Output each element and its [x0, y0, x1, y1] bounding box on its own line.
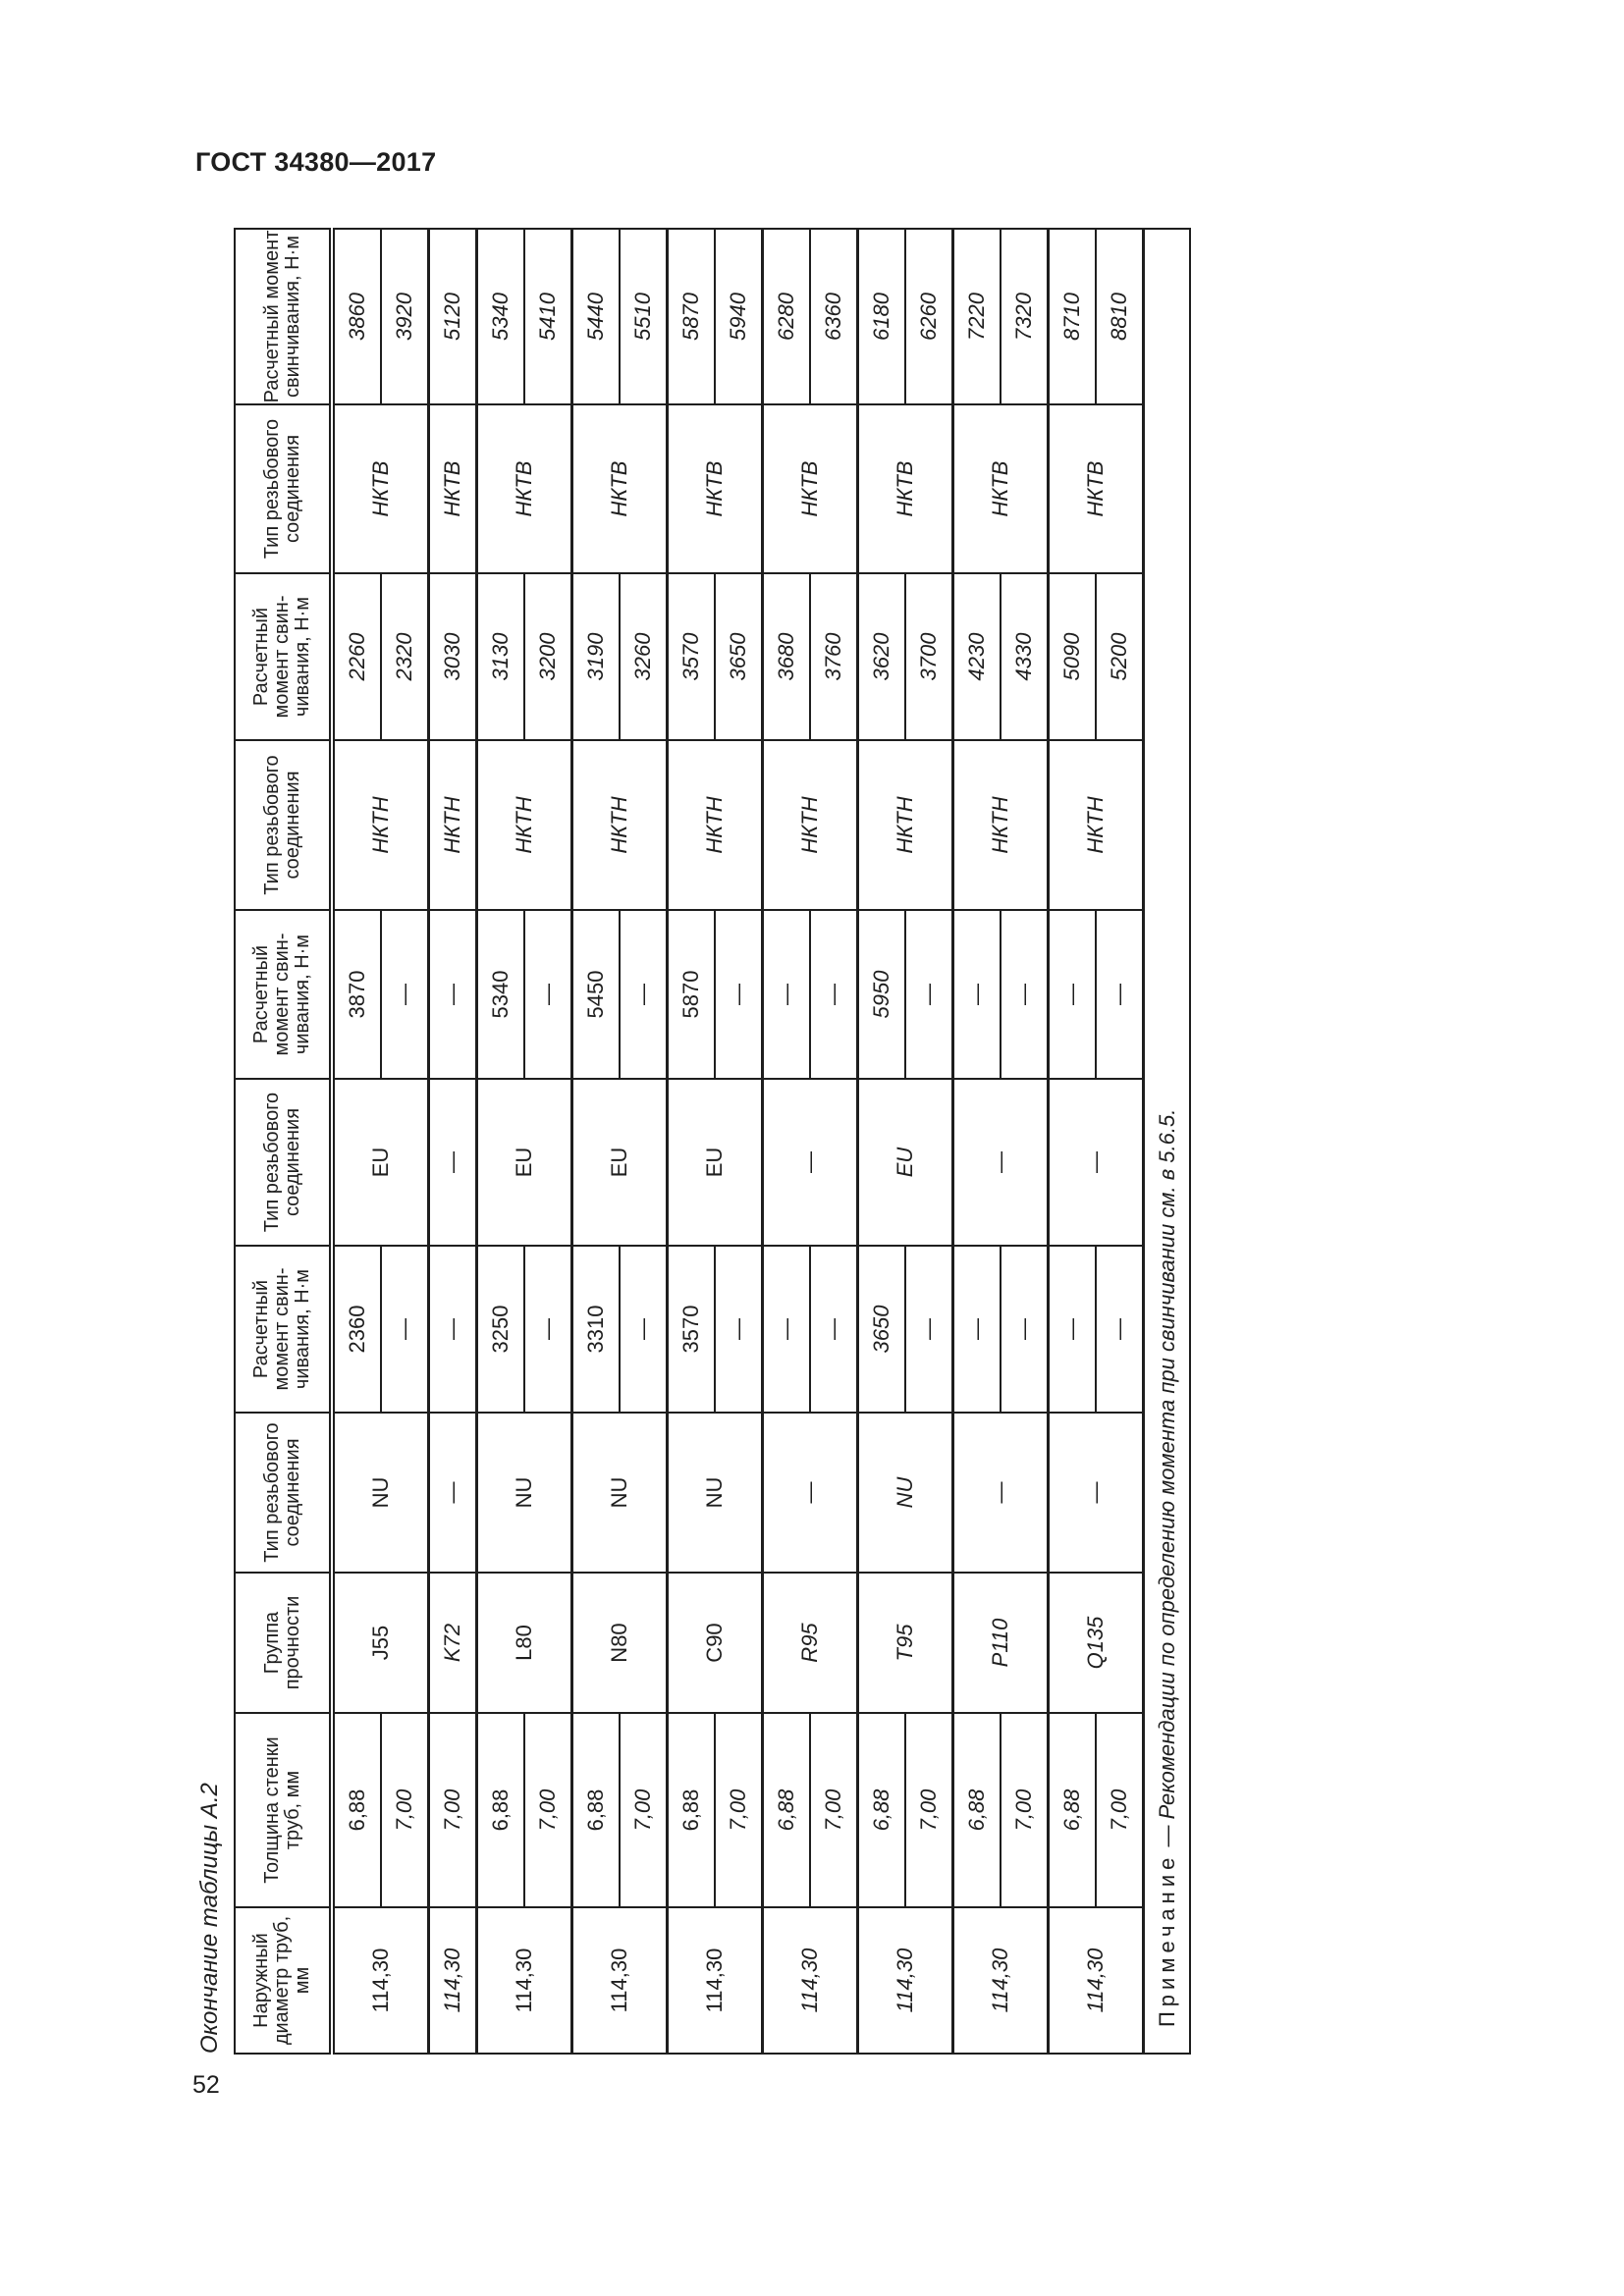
- wall-thickness-cell: 6,88: [953, 1713, 1001, 1907]
- outer-diameter-cell: 114,30: [668, 1907, 763, 2054]
- nkth-type-cell: НКТН: [477, 740, 572, 910]
- header-nktv-type: Тип резьбового соединения: [235, 404, 332, 573]
- nkth-moment-cell: 4330: [1001, 573, 1049, 740]
- table-header-row: [235, 229, 332, 2054]
- nkth-type-cell: НКТН: [1049, 740, 1144, 910]
- nktv-type-cell: НКТВ: [332, 404, 429, 573]
- nu-moment-cell: 2360: [332, 1246, 381, 1413]
- table-row: [332, 229, 381, 2054]
- nkth-type-cell: НКТН: [429, 740, 477, 910]
- nu-moment-cell: —: [953, 1246, 1001, 1413]
- nktv-moment-cell: 5120: [429, 229, 477, 404]
- eu-type-cell: EU: [572, 1079, 668, 1246]
- nktv-moment-cell: 7320: [1001, 229, 1049, 404]
- eu-type-cell: EU: [332, 1079, 429, 1246]
- nkth-moment-cell: 5090: [1049, 573, 1097, 740]
- nktv-moment-cell: 3860: [332, 229, 381, 404]
- wall-thickness-cell: 6,88: [332, 1713, 381, 1907]
- eu-type-cell: —: [1049, 1079, 1144, 1246]
- table-caption-container: [190, 1759, 230, 2054]
- eu-moment-cell: 3870: [332, 910, 381, 1079]
- nkth-type-cell: НКТН: [332, 740, 429, 910]
- header-nu-moment: Расчетный момент свинчивания, Н·м: [235, 1246, 332, 1413]
- outer-diameter-cell: 114,30: [1049, 1907, 1144, 2054]
- nkth-moment-cell: 4230: [953, 573, 1001, 740]
- eu-moment-cell: —: [1001, 910, 1049, 1079]
- header-eu-moment: Расчетный момент свинчивания, Н·м: [235, 910, 332, 1079]
- nktv-moment-cell: 5510: [620, 229, 668, 404]
- nktv-moment-cell: 5340: [477, 229, 525, 404]
- nkth-moment-cell: 3760: [810, 573, 858, 740]
- strength-group-cell: R95: [763, 1573, 858, 1713]
- table-row: [668, 229, 716, 2054]
- eu-moment-cell: —: [953, 910, 1001, 1079]
- header-strength-group: Группа прочности: [235, 1573, 332, 1713]
- eu-type-cell: EU: [668, 1079, 763, 1246]
- nktv-type-cell: НКТВ: [668, 404, 763, 573]
- note-label: Примечание: [1154, 1852, 1179, 2027]
- nktv-moment-cell: 6360: [810, 229, 858, 404]
- nu-type-cell: —: [1049, 1413, 1144, 1573]
- nkth-type-cell: НКТН: [572, 740, 668, 910]
- rotated-table-container: [234, 230, 1213, 2055]
- nu-type-cell: —: [953, 1413, 1049, 1573]
- outer-diameter-cell: 114,30: [858, 1907, 953, 2054]
- page-number: 52: [192, 2071, 220, 2099]
- nktv-type-cell: НКТВ: [477, 404, 572, 573]
- wall-thickness-cell: 7,00: [620, 1713, 668, 1907]
- nkth-moment-cell: 5200: [1096, 573, 1144, 740]
- outer-diameter-cell: 114,30: [953, 1907, 1049, 2054]
- wall-thickness-cell: 7,00: [715, 1713, 763, 1907]
- wall-thickness-cell: 7,00: [1001, 1713, 1049, 1907]
- nu-moment-cell: —: [810, 1246, 858, 1413]
- nkth-moment-cell: 3620: [858, 573, 906, 740]
- nkth-moment-cell: 3190: [572, 573, 621, 740]
- strength-group-cell: Q135: [1049, 1573, 1144, 1713]
- nu-type-cell: NU: [668, 1413, 763, 1573]
- nu-moment-cell: —: [905, 1246, 953, 1413]
- nu-moment-cell: 3650: [858, 1246, 906, 1413]
- wall-thickness-cell: 6,88: [858, 1713, 906, 1907]
- strength-group-cell: N80: [572, 1573, 668, 1713]
- strength-group-cell: J55: [332, 1573, 429, 1713]
- eu-moment-cell: —: [715, 910, 763, 1079]
- eu-moment-cell: —: [381, 910, 429, 1079]
- table-row: [953, 229, 1001, 2054]
- nktv-moment-cell: 6260: [905, 229, 953, 404]
- eu-moment-cell: 5950: [858, 910, 906, 1079]
- table-row: [572, 229, 621, 2054]
- nkth-moment-cell: 3700: [905, 573, 953, 740]
- nu-type-cell: NU: [477, 1413, 572, 1573]
- table-row: [429, 229, 477, 2054]
- nktv-moment-cell: 5410: [524, 229, 572, 404]
- note-text: — Рекомендации по определению момента при свинчивании см. в 5.6.5.: [1154, 1108, 1179, 1853]
- wall-thickness-cell: 6,88: [668, 1713, 716, 1907]
- eu-type-cell: EU: [477, 1079, 572, 1246]
- nktv-moment-cell: 6280: [763, 229, 811, 404]
- table-row: [1049, 229, 1097, 2054]
- nkth-type-cell: НКТН: [763, 740, 858, 910]
- header-wall-thickness: Толщина стенки труб, мм: [235, 1713, 332, 1907]
- eu-moment-cell: 5450: [572, 910, 621, 1079]
- outer-diameter-cell: 114,30: [429, 1907, 477, 2054]
- eu-moment-cell: —: [524, 910, 572, 1079]
- table-caption: Окончание таблицы А.2: [196, 1783, 223, 2054]
- header-eu-type: Тип резьбового соединения: [235, 1079, 332, 1246]
- nktv-type-cell: НКТВ: [858, 404, 953, 573]
- header-nkth-moment: Расчетный момент свинчивания, Н·м: [235, 573, 332, 740]
- wall-thickness-cell: 6,88: [477, 1713, 525, 1907]
- header-nkth-type: Тип резьбового соединения: [235, 740, 332, 910]
- document-title: ГОСТ 34380—2017: [195, 147, 437, 177]
- eu-moment-cell: —: [810, 910, 858, 1079]
- nktv-moment-cell: 5440: [572, 229, 621, 404]
- nu-moment-cell: —: [620, 1246, 668, 1413]
- eu-moment-cell: 5340: [477, 910, 525, 1079]
- eu-type-cell: EU: [858, 1079, 953, 1246]
- nktv-moment-cell: 8810: [1096, 229, 1144, 404]
- outer-diameter-cell: 114,30: [332, 1907, 429, 2054]
- nu-type-cell: NU: [572, 1413, 668, 1573]
- nu-moment-cell: —: [1096, 1246, 1144, 1413]
- nu-moment-cell: —: [381, 1246, 429, 1413]
- nkth-moment-cell: 3200: [524, 573, 572, 740]
- strength-group-cell: K72: [429, 1573, 477, 1713]
- nu-moment-cell: —: [429, 1246, 477, 1413]
- nu-moment-cell: 3310: [572, 1246, 621, 1413]
- eu-moment-cell: 5870: [668, 910, 716, 1079]
- nu-type-cell: NU: [332, 1413, 429, 1573]
- wall-thickness-cell: 6,88: [572, 1713, 621, 1907]
- nu-moment-cell: —: [715, 1246, 763, 1413]
- nkth-moment-cell: 3130: [477, 573, 525, 740]
- table-row: [477, 229, 525, 2054]
- note-row: [1144, 229, 1191, 2054]
- nu-moment-cell: —: [1049, 1246, 1097, 1413]
- nkth-moment-cell: 3680: [763, 573, 811, 740]
- wall-thickness-cell: 6,88: [763, 1713, 811, 1907]
- eu-type-cell: —: [763, 1079, 858, 1246]
- nu-moment-cell: 3250: [477, 1246, 525, 1413]
- table-row: [858, 229, 906, 2054]
- outer-diameter-cell: 114,30: [763, 1907, 858, 2054]
- eu-moment-cell: —: [763, 910, 811, 1079]
- nktv-moment-cell: 5940: [715, 229, 763, 404]
- nu-type-cell: —: [763, 1413, 858, 1573]
- eu-moment-cell: —: [1096, 910, 1144, 1079]
- wall-thickness-cell: 7,00: [381, 1713, 429, 1907]
- nkth-type-cell: НКТН: [668, 740, 763, 910]
- nktv-type-cell: НКТВ: [763, 404, 858, 573]
- eu-type-cell: —: [429, 1079, 477, 1246]
- nu-moment-cell: —: [1001, 1246, 1049, 1413]
- strength-group-cell: L80: [477, 1573, 572, 1713]
- nktv-moment-cell: 6180: [858, 229, 906, 404]
- header-nu-type: Тип резьбового соединения: [235, 1413, 332, 1573]
- outer-diameter-cell: 114,30: [572, 1907, 668, 2054]
- nkth-moment-cell: 3260: [620, 573, 668, 740]
- nktv-moment-cell: 5870: [668, 229, 716, 404]
- nkth-moment-cell: 3570: [668, 573, 716, 740]
- nkth-type-cell: НКТН: [858, 740, 953, 910]
- nu-type-cell: —: [429, 1413, 477, 1573]
- header-outer-diameter: Наружный диаметр труб, мм: [235, 1907, 332, 2054]
- strength-group-cell: P110: [953, 1573, 1049, 1713]
- strength-group-cell: T95: [858, 1573, 953, 1713]
- eu-moment-cell: —: [620, 910, 668, 1079]
- nu-moment-cell: —: [524, 1246, 572, 1413]
- outer-diameter-cell: 114,30: [477, 1907, 572, 2054]
- nkth-moment-cell: 3030: [429, 573, 477, 740]
- nkth-moment-cell: 2260: [332, 573, 381, 740]
- nu-type-cell: NU: [858, 1413, 953, 1573]
- eu-type-cell: —: [953, 1079, 1049, 1246]
- table-body: [332, 229, 1190, 2054]
- nu-moment-cell: 3570: [668, 1246, 716, 1413]
- wall-thickness-cell: 7,00: [1096, 1713, 1144, 1907]
- nkth-type-cell: НКТН: [953, 740, 1049, 910]
- header-nktv-moment: Расчетный момент свинчивания, Н·м: [235, 229, 332, 404]
- torque-table: [234, 228, 1191, 2055]
- eu-moment-cell: —: [905, 910, 953, 1079]
- nktv-type-cell: НКТВ: [572, 404, 668, 573]
- nktv-type-cell: НКТВ: [429, 404, 477, 573]
- wall-thickness-cell: 7,00: [905, 1713, 953, 1907]
- nu-moment-cell: —: [763, 1246, 811, 1413]
- table-note: [1144, 229, 1191, 2054]
- nktv-type-cell: НКТВ: [953, 404, 1049, 573]
- wall-thickness-cell: 7,00: [524, 1713, 572, 1907]
- strength-group-cell: C90: [668, 1573, 763, 1713]
- nktv-moment-cell: 7220: [953, 229, 1001, 404]
- nktv-type-cell: НКТВ: [1049, 404, 1144, 573]
- eu-moment-cell: —: [1049, 910, 1097, 1079]
- nktv-moment-cell: 8710: [1049, 229, 1097, 404]
- nkth-moment-cell: 2320: [381, 573, 429, 740]
- eu-moment-cell: —: [429, 910, 477, 1079]
- nkth-moment-cell: 3650: [715, 573, 763, 740]
- nktv-moment-cell: 3920: [381, 229, 429, 404]
- wall-thickness-cell: 7,00: [810, 1713, 858, 1907]
- wall-thickness-cell: 7,00: [429, 1713, 477, 1907]
- wall-thickness-cell: 6,88: [1049, 1713, 1097, 1907]
- table-row: [763, 229, 811, 2054]
